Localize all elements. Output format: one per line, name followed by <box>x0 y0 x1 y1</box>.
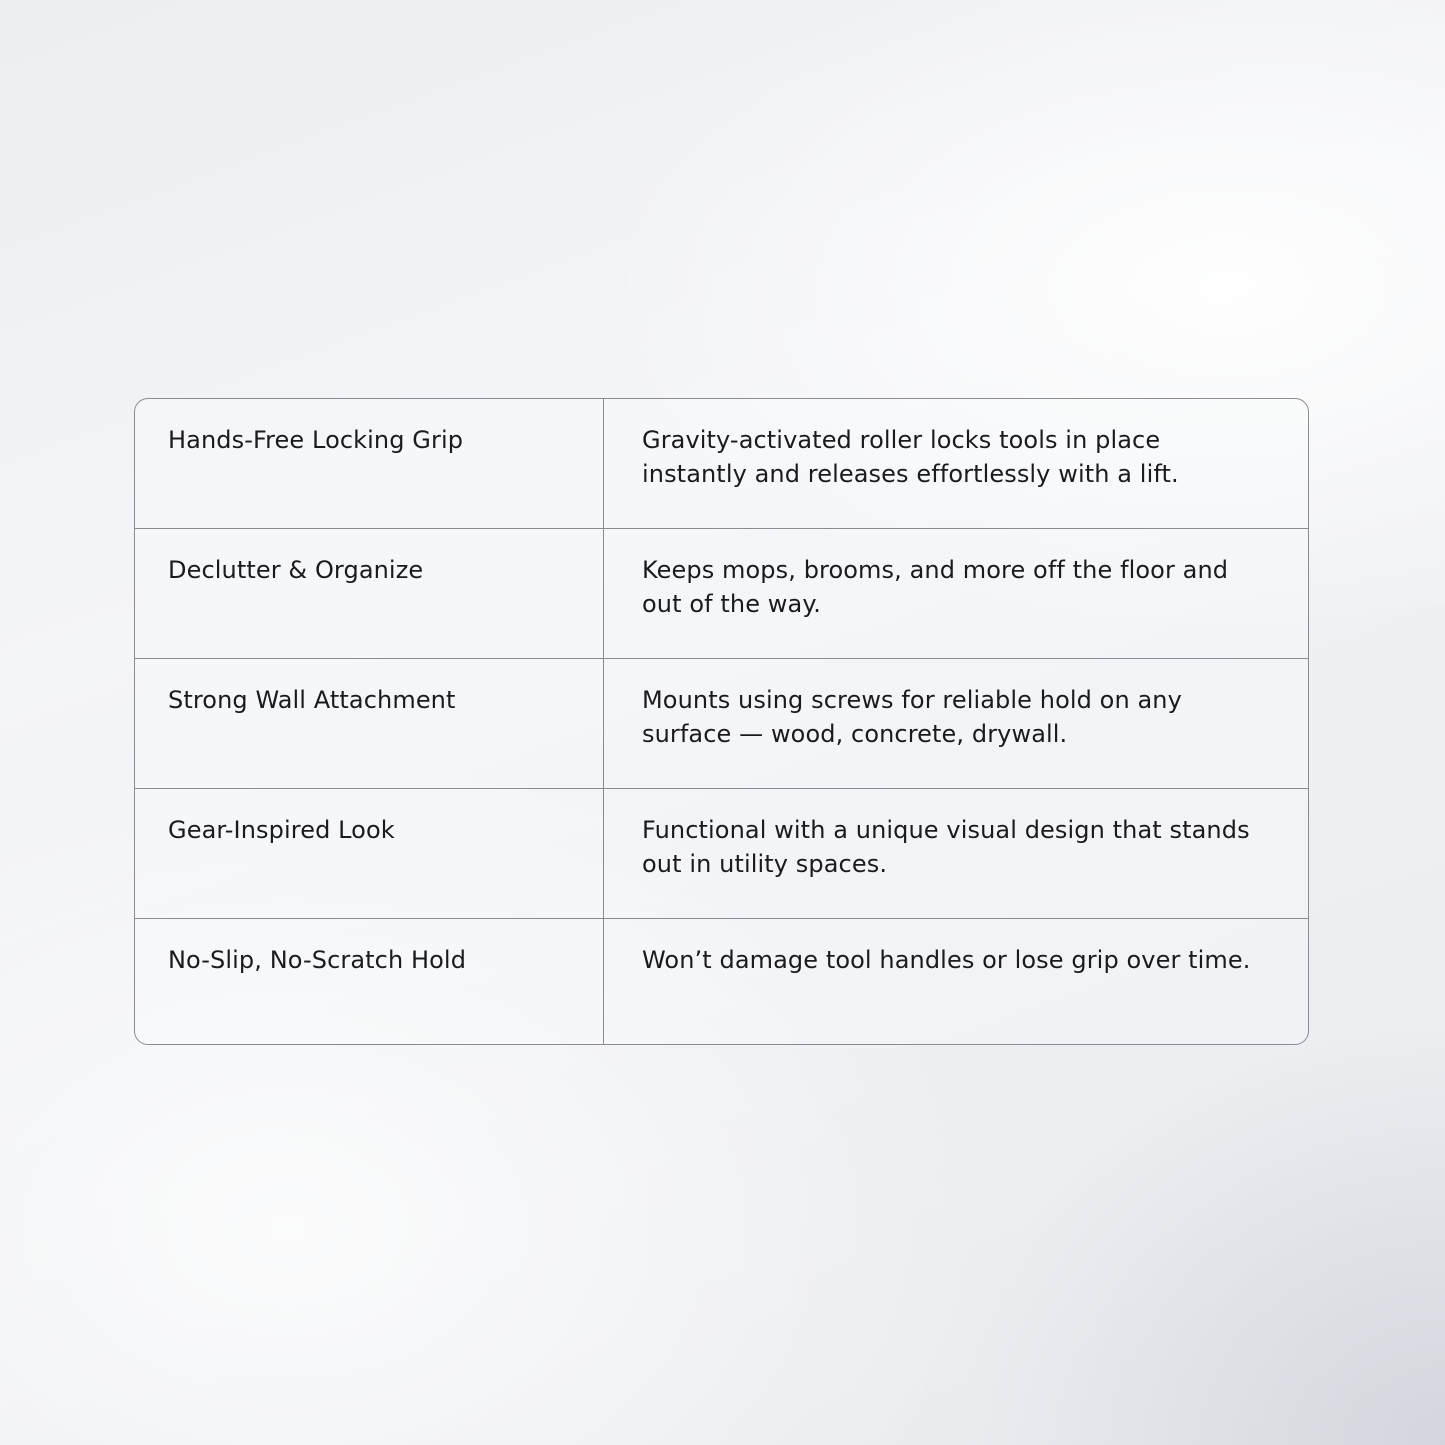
feature-title: Gear-Inspired Look <box>135 789 604 918</box>
feature-title: Strong Wall Attachment <box>135 659 604 788</box>
feature-title: Hands-Free Locking Grip <box>135 399 604 528</box>
feature-title: Declutter & Organize <box>135 529 604 658</box>
feature-table <box>134 398 1309 1045</box>
feature-description: Won’t damage tool handles or lose grip over time. <box>642 946 1251 974</box>
feature-description: Mounts using screws for reliable hold on any surface — wood, concrete, drywall. <box>642 686 1182 748</box>
table-row <box>135 659 1308 789</box>
table-row <box>135 919 1308 1045</box>
feature-description: Keeps mops, brooms, and more off the floor and out of the way. <box>642 556 1229 618</box>
table-row <box>135 399 1308 529</box>
feature-description: Functional with a unique visual design that stands out in utility spaces. <box>642 816 1250 878</box>
feature-title: No-Slip, No-Scratch Hold <box>135 919 604 1045</box>
table-row <box>135 789 1308 919</box>
feature-description: Gravity-activated roller locks tools in place instantly and releases effortlessly with a lift. <box>642 426 1179 488</box>
table-row <box>135 529 1308 659</box>
